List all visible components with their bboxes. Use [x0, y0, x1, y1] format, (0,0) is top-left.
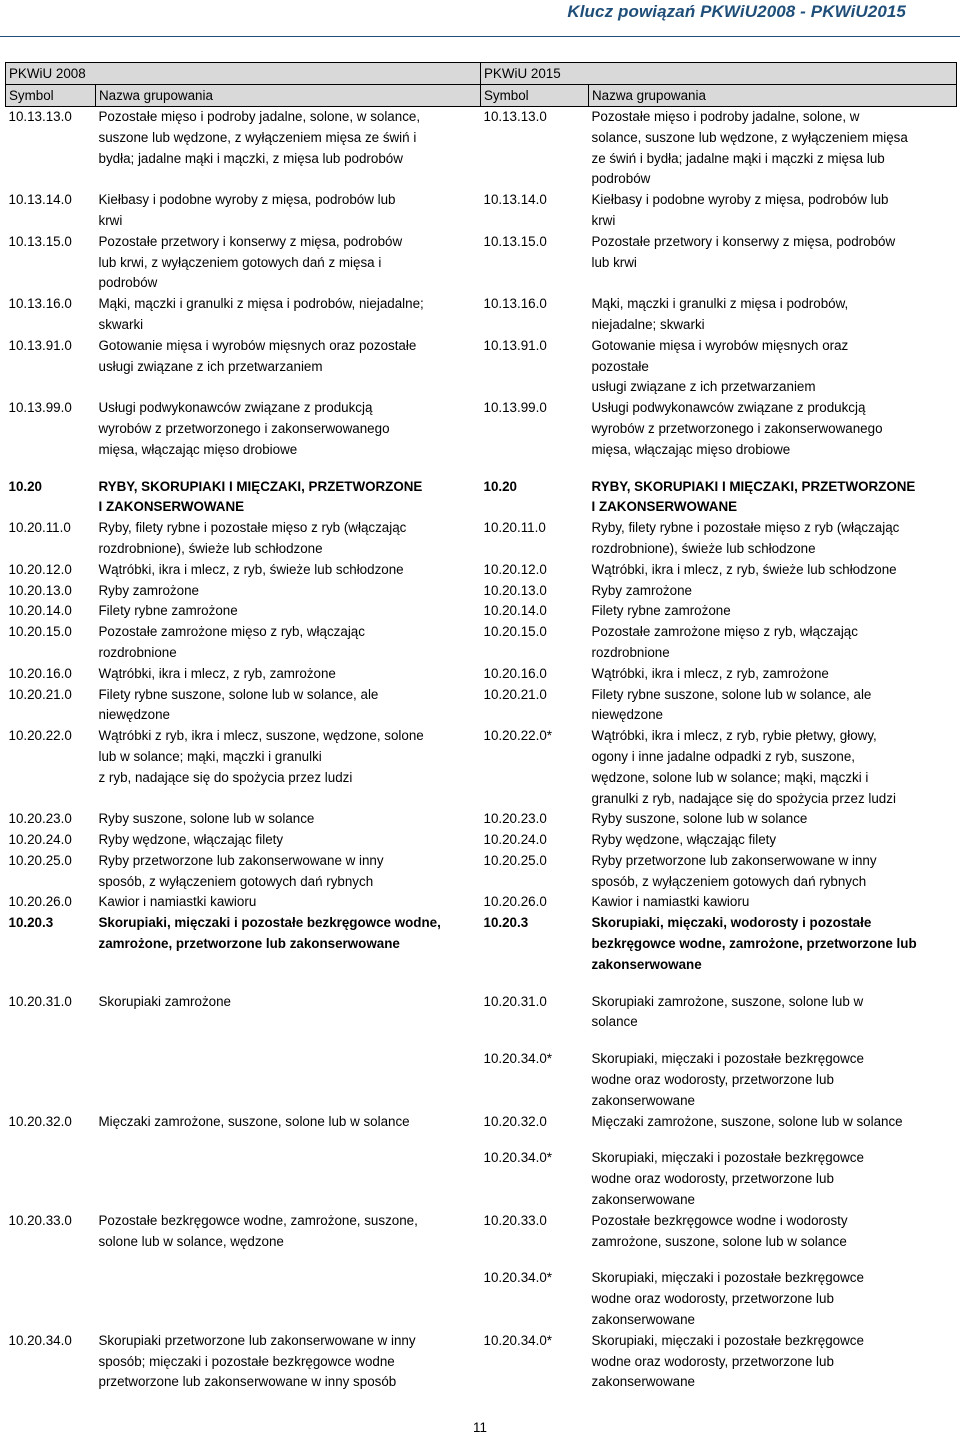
cell-name-2015: Gotowanie mięsa i wyrobów mięsnych oraz pozostałe usługi związane z ich przetwarzaniem [591, 337, 849, 395]
column-header-symbol-2015: Symbol [481, 85, 589, 107]
cell-code-2015: 10.13.16.0 [483, 296, 547, 312]
table-row [6, 560, 957, 581]
row-spacer [6, 1252, 957, 1268]
cell-code-2015: 10.20.21.0 [483, 686, 547, 702]
cell-name-2008: Wątróbki, ikra i mlecz, z ryb, zamrożone [98, 665, 336, 681]
cell-code-2008: 10.20.26.0 [8, 894, 72, 910]
column-header-name-2008: Nazwa grupowania [96, 85, 481, 107]
group-header-2015: PKWiU 2015 [481, 63, 957, 85]
cell-code-2015: 10.20 [483, 478, 518, 494]
cell-name-2008: Pozostałe mięso i podroby jadalne, solone, w solance, suszone lub wędzone, z wyłączeniem mięsa ze świń i bydła; jadalne mąki i mączki, z mięsa lub podrobów [98, 109, 421, 166]
table-row [6, 601, 957, 622]
spacer-cell [6, 1132, 957, 1148]
table-row [6, 107, 957, 191]
cell-code-2015: 10.20.32.0 [483, 1113, 547, 1129]
cell-code-2008: 10.20.3 [8, 915, 54, 931]
cell-name-2008: Kawior i namiastki kawioru [98, 894, 257, 910]
cell-code-2015: 10.20.22.0* [483, 728, 553, 744]
group-header-2008: PKWiU 2008 [6, 63, 481, 85]
cell-code-2008: 10.20.12.0 [8, 561, 72, 577]
table-row [6, 809, 957, 830]
cell-name-2008 [96, 1148, 481, 1210]
table-row [6, 913, 957, 975]
cell-name-2015: Mięczaki zamrożone, suszone, solone lub w solance [591, 1113, 903, 1129]
cell-code-2015: 10.20.24.0 [483, 832, 547, 848]
table-row [6, 1211, 957, 1253]
table-row [6, 892, 957, 913]
cell-code-2008 [6, 1148, 96, 1210]
cell-code-2015: 10.20.15.0 [483, 624, 547, 640]
cell-code-2015: 10.20.31.0 [483, 993, 547, 1009]
page-number: 11 [473, 1420, 487, 1435]
row-spacer [6, 461, 957, 477]
cell-name-2015: Skorupiaki zamrożone, suszone, solone lub w solance [591, 993, 864, 1030]
cell-name-2015: Kiełbasy i podobne wyroby z mięsa, podrobów lub krwi [591, 192, 889, 228]
cell-code-2015: 10.20.34.0* [483, 1270, 553, 1286]
cell-name-2008: Kiełbasy i podobne wyroby z mięsa, podrobów lub krwi [98, 192, 396, 228]
cell-name-2015: RYBY, SKORUPIAKI I MIĘCZAKI, PRZETWORZONE I ZAKONSERWOWANE [591, 478, 916, 515]
table-row [6, 190, 957, 232]
cell-code-2008 [6, 1049, 96, 1111]
cell-code-2015: 10.20.34.0* [483, 1150, 553, 1166]
table-row [6, 1268, 957, 1330]
table-row [6, 851, 957, 893]
cell-name-2015: Wątróbki, ikra i mlecz, z ryb, świeże lub schłodzone [591, 561, 897, 577]
table-row [6, 622, 957, 664]
table-row [6, 830, 957, 851]
table-row [6, 398, 957, 460]
cell-name-2008: Skorupiaki zamrożone [98, 993, 231, 1009]
cell-code-2015: 10.13.15.0 [483, 233, 547, 249]
cell-name-2008: Mięczaki zamrożone, suszone, solone lub w solance [98, 1113, 410, 1129]
spacer-cell [6, 976, 957, 992]
cell-name-2015: Skorupiaki, mięczaki, wodorosty i pozostałe bezkręgowce wodne, zamrożone, przetworzone lub zakonserwowane [591, 915, 917, 972]
table-row [6, 477, 957, 519]
cell-code-2015: 10.20.16.0 [483, 665, 547, 681]
cell-name-2008: Filety rybne suszone, solone lub w solance, ale niewędzone [98, 686, 379, 723]
cell-code-2008: 10.20.31.0 [8, 993, 72, 1009]
table-group-header [6, 63, 957, 85]
cell-code-2008: 10.20.34.0 [8, 1332, 72, 1348]
cell-code-2008 [6, 1268, 96, 1330]
cell-code-2008: 10.13.13.0 [8, 109, 72, 124]
cell-name-2015: Wątróbki, ikra i mlecz, z ryb, zamrożone [591, 665, 829, 681]
table-row [6, 581, 957, 602]
cell-name-2008: Mąki, mączki i granulki z mięsa i podrobów, niejadalne; skwarki [98, 296, 424, 332]
row-spacer [6, 1132, 957, 1148]
table-column-header [6, 85, 957, 107]
table-row [6, 232, 957, 294]
mapping-table [5, 62, 957, 1393]
cell-name-2008: Skorupiaki przetworzone lub zakonserwowane w inny sposób; mięczaki i pozostałe bezkręgowce wodne przetworzone lub zakonserwowane w inny sposób [98, 1332, 416, 1390]
table-row [6, 294, 957, 336]
table-row [6, 518, 957, 560]
cell-code-2015: 10.20.34.0* [483, 1051, 553, 1067]
cell-name-2008: Ryby zamrożone [98, 582, 199, 598]
cell-name-2015: Skorupiaki, mięczaki i pozostałe bezkręgowce wodne oraz wodorosty, przetworzone lub zakonserwowane [591, 1332, 864, 1390]
cell-name-2015: Ryby, filety rybne i pozostałe mięso z ryb (włączając rozdrobnione), świeże lub schłodzone [591, 520, 900, 556]
spacer-cell [6, 1033, 957, 1049]
cell-name-2008: Pozostałe bezkręgowce wodne, zamrożone, suszone, solone lub w solance, wędzone [98, 1212, 418, 1249]
cell-name-2015: Kawior i namiastki kawioru [591, 894, 750, 910]
cell-name-2015: Ryby zamrożone [591, 582, 692, 598]
cell-code-2008: 10.20.22.0 [8, 728, 72, 744]
table-row [6, 685, 957, 727]
cell-name-2008: Ryby wędzone, włączając filety [98, 832, 284, 848]
cell-code-2015: 10.20.23.0 [483, 811, 547, 827]
cell-code-2015: 10.20.11.0 [483, 520, 546, 536]
cell-name-2015: Usługi podwykonawców związane z produkcją wyrobów z przetworzonego i zakonserwowanego mięsa, włączając mięso drobiowe [591, 400, 883, 457]
table-row [6, 1112, 957, 1133]
cell-name-2008: Filety rybne zamrożone [98, 603, 238, 619]
cell-name-2015: Wątróbki, ikra i mlecz, z ryb, rybie płetwy, głowy, ogony i inne jadalne odpadki z ryb, suszone, wędzone, solone lub w solance; mąki, mączki i granulki z ryb, nadające się do spożycia przez ludzi [591, 728, 896, 806]
cell-name-2015: Ryby suszone, solone lub w solance [591, 811, 808, 827]
cell-name-2008: RYBY, SKORUPIAKI I MIĘCZAKI, PRZETWORZONE I ZAKONSERWOWANE [98, 478, 423, 515]
cell-code-2015: 10.20.25.0 [483, 852, 547, 868]
cell-name-2008: Wątróbki z ryb, ikra i mlecz, suszone, wędzone, solone lub w solance; mąki, mączki i granulki z ryb, nadające się do spożycia przez ludzi [98, 728, 424, 785]
cell-name-2008: Gotowanie mięsa i wyrobów mięsnych oraz pozostałe usługi związane z ich przetwarzaniem [98, 337, 417, 374]
header-divider [0, 36, 960, 37]
spacer-cell [6, 461, 957, 477]
cell-name-2015: Mąki, mączki i granulki z mięsa i podrobów, niejadalne; skwarki [591, 296, 849, 332]
cell-name-2008: Ryby, filety rybne i pozostałe mięso z ryb (włączając rozdrobnione), świeże lub schłodzone [98, 520, 407, 556]
cell-code-2015: 10.20.14.0 [483, 603, 547, 619]
document-title: Klucz powiązań PKWiU2008 - PKWiU2015 [567, 2, 906, 21]
cell-code-2008: 10.13.14.0 [8, 192, 72, 208]
cell-name-2015: Ryby przetworzone lub zakonserwowane w inny sposób, z wyłączeniem gotowych dań rybnych [591, 852, 877, 889]
cell-code-2015: 10.20.3 [483, 915, 529, 931]
cell-code-2008: 10.20.13.0 [8, 582, 72, 598]
cell-name-2015: Pozostałe przetwory i konserwy z mięsa, podrobów lub krwi [591, 233, 896, 270]
cell-code-2008: 10.20.15.0 [8, 624, 72, 640]
cell-name-2008: Wątróbki, ikra i mlecz, z ryb, świeże lub schłodzone [98, 561, 404, 577]
spacer-cell [6, 1252, 957, 1268]
cell-code-2015: 10.20.26.0 [483, 894, 547, 910]
cell-name-2015: Skorupiaki, mięczaki i pozostałe bezkręgowce wodne oraz wodorosty, przetworzone lub zakonserwowane [591, 1270, 864, 1328]
cell-code-2008: 10.20.25.0 [8, 852, 72, 868]
cell-name-2008: Usługi podwykonawców związane z produkcją wyrobów z przetworzonego i zakonserwowanego mięsa, włączając mięso drobiowe [98, 400, 390, 457]
cell-name-2015: Ryby wędzone, włączając filety [591, 832, 777, 848]
table-row [6, 992, 957, 1034]
table-row [6, 1148, 957, 1210]
column-header-name-2015: Nazwa grupowania [589, 85, 957, 107]
cell-name-2008 [96, 1049, 481, 1111]
cell-name-2008: Skorupiaki, mięczaki i pozostałe bezkręgowce wodne, zamrożone, przetworzone lub zakonserwowane [98, 915, 441, 952]
column-header-symbol-2008: Symbol [6, 85, 96, 107]
table-row [6, 1049, 957, 1111]
cell-name-2015: Skorupiaki, mięczaki i pozostałe bezkręgowce wodne oraz wodorosty, przetworzone lub zakonserwowane [591, 1051, 864, 1108]
cell-code-2008: 10.20.23.0 [8, 811, 72, 827]
document-header [0, 0, 960, 44]
cell-code-2008: 10.20.11.0 [8, 520, 71, 536]
cell-code-2015: 10.13.14.0 [483, 192, 547, 208]
cell-code-2008: 10.20 [8, 478, 43, 494]
cell-code-2015: 10.20.12.0 [483, 561, 547, 577]
cell-code-2008: 10.20.33.0 [8, 1212, 72, 1228]
cell-name-2015: Filety rybne suszone, solone lub w solance, ale niewędzone [591, 686, 872, 723]
table-row [6, 336, 957, 398]
row-spacer [6, 976, 957, 992]
cell-code-2008: 10.20.14.0 [8, 603, 72, 619]
table-body [6, 107, 957, 1394]
cell-name-2015: Pozostałe mięso i podroby jadalne, solone, w solance, suszone lub wędzone, z wyłączeniem mięsa ze świń i bydła; jadalne mąki i mączki z mięsa lub podrobów [591, 109, 908, 187]
cell-name-2015: Pozostałe zamrożone mięso z ryb, włączając rozdrobnione [591, 624, 858, 660]
cell-code-2015: 10.20.13.0 [483, 582, 547, 598]
cell-code-2008: 10.13.99.0 [8, 400, 72, 416]
cell-code-2015: 10.20.34.0* [483, 1332, 553, 1348]
table-row [6, 726, 957, 809]
cell-code-2015: 10.20.33.0 [483, 1212, 547, 1228]
cell-code-2008: 10.20.16.0 [8, 665, 72, 681]
cell-code-2008: 10.13.91.0 [8, 337, 72, 353]
cell-name-2008: Pozostałe przetwory i konserwy z mięsa, podrobów lub krwi, z wyłączeniem gotowych dań z mięsa i podrobów [98, 233, 403, 291]
cell-name-2008: Pozostałe zamrożone mięso z ryb, włączając rozdrobnione [98, 624, 365, 660]
cell-name-2015: Filety rybne zamrożone [591, 603, 731, 619]
cell-code-2015: 10.13.99.0 [483, 400, 547, 416]
cell-code-2008: 10.20.32.0 [8, 1113, 72, 1129]
cell-code-2008: 10.20.24.0 [8, 832, 72, 848]
cell-name-2015: Pozostałe bezkręgowce wodne i wodorosty zamrożone, suszone, solone lub w solance [591, 1212, 848, 1249]
cell-code-2008: 10.20.21.0 [8, 686, 72, 702]
cell-code-2008: 10.13.16.0 [8, 296, 72, 312]
cell-code-2015: 10.13.13.0 [483, 109, 547, 124]
cell-name-2008 [96, 1268, 481, 1330]
cell-name-2015: Skorupiaki, mięczaki i pozostałe bezkręgowce wodne oraz wodorosty, przetworzone lub zakonserwowane [591, 1150, 864, 1208]
cell-code-2015: 10.13.91.0 [483, 337, 547, 353]
cell-code-2008: 10.13.15.0 [8, 233, 72, 249]
table-row [6, 1331, 957, 1393]
table-row [6, 664, 957, 685]
row-spacer [6, 1033, 957, 1049]
cell-name-2008: Ryby przetworzone lub zakonserwowane w inny sposób, z wyłączeniem gotowych dań rybnych [98, 852, 384, 889]
cell-name-2008: Ryby suszone, solone lub w solance [98, 811, 315, 827]
